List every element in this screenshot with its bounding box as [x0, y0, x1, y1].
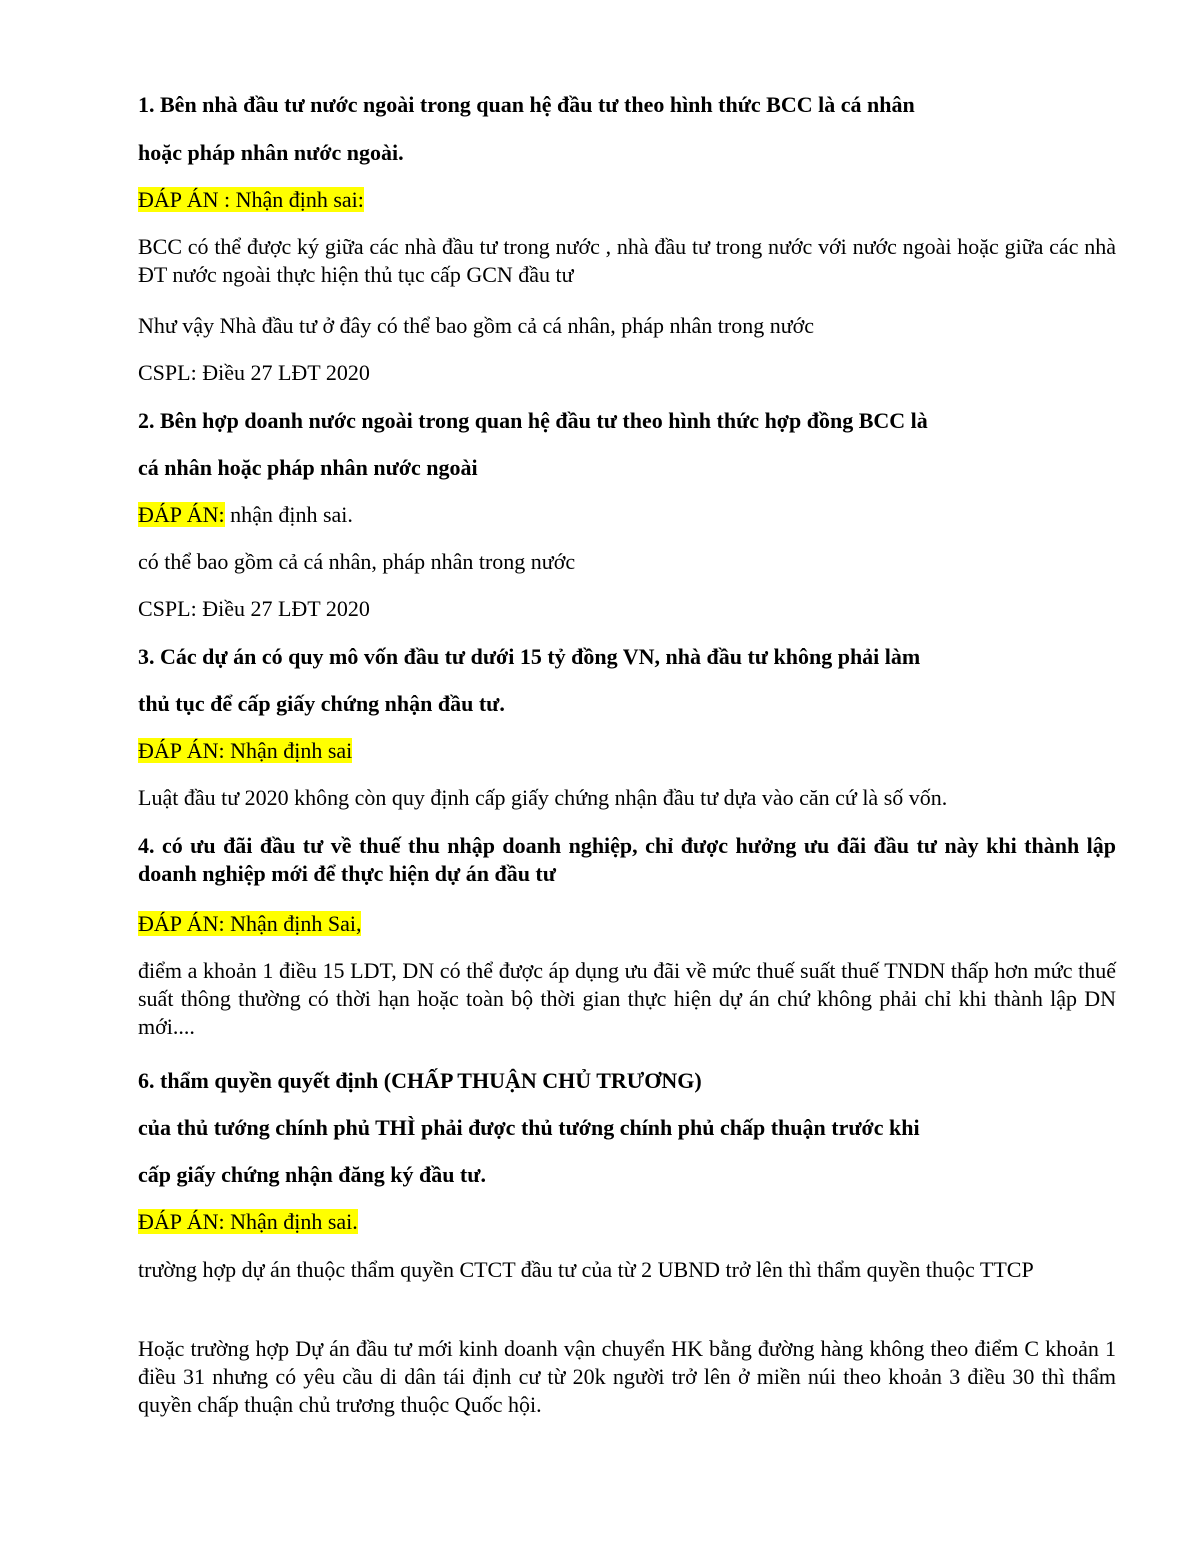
q1-explanation: BCC có thể được ký giữa các nhà đầu tư trong nước , nhà đầu tư trong nước với nước ngoài hoặc giữa các nhà ĐT nước ngoài thực hiện thủ tục cấp GCN đầu tư	[138, 234, 1116, 287]
q3-explanation: Luật đầu tư 2020 không còn quy định cấp giấy chứng nhận đầu tư dựa vào căn cứ là số vốn.	[138, 785, 948, 810]
q1-answer-highlight: ĐÁP ÁN : Nhận định sai:	[138, 187, 364, 212]
q3-answer	[138, 737, 352, 765]
q3-answer-highlight: ĐÁP ÁN: Nhận định sai	[138, 738, 353, 763]
q3-title-line2: thủ tục để cấp giấy chứng nhận đầu tư.	[138, 691, 505, 716]
q4-answer	[138, 910, 361, 938]
q1-legal-basis: CSPL: Điều 27 LĐT 2020	[138, 360, 370, 385]
q2-explanation: có thể bao gồm cả cá nhân, pháp nhân trong nước	[138, 549, 576, 574]
q6-title-line2: của thủ tướng chính phủ THÌ phải được thủ tướng chính phủ chấp thuận trước khi	[138, 1115, 920, 1140]
q4-title: 4. có ưu đãi đầu tư về thuế thu nhập doanh nghiệp, chỉ được hưởng ưu đãi đầu tư này khi thành lập doanh nghiệp mới để thực hiện dự án đầu tư	[138, 833, 1116, 886]
q4-answer-highlight: ĐÁP ÁN: Nhận định Sai,	[138, 911, 362, 936]
q2-title-line1: 2. Bên hợp doanh nước ngoài trong quan hệ đầu tư theo hình thức hợp đồng BCC là	[138, 408, 928, 433]
q6-explanation-2: Hoặc trường hợp Dự án đầu tư mới kinh doanh vận chuyển HK bằng đường hàng không theo điểm C khoản 1 điều 31 nhưng có yêu cầu di dân tái định cư từ 20k người trở lên ở miền núi theo khoản 3 điều 30 thì thẩm quyền chấp thuận chủ trương thuộc Quốc hội.	[138, 1336, 1116, 1417]
q1-title-line1: 1. Bên nhà đầu tư nước ngoài trong quan hệ đầu tư theo hình thức BCC là cá nhân	[138, 92, 915, 117]
q6-answer-highlight: ĐÁP ÁN: Nhận định sai.	[138, 1209, 358, 1234]
q3-title-line1: 3. Các dự án có quy mô vốn đầu tư dưới 15 tỷ đồng VN, nhà đầu tư không phải làm	[138, 644, 921, 669]
q2-answer	[138, 501, 353, 529]
q1-title-line2: hoặc pháp nhân nước ngoài.	[138, 140, 404, 165]
q1-answer	[138, 186, 364, 214]
q6-title-line3: cấp giấy chứng nhận đăng ký đầu tư.	[138, 1162, 486, 1187]
q4-explanation: điểm a khoản 1 điều 15 LDT, DN có thể được áp dụng ưu đãi về mức thuế suất thuế TNDN thấp hơn mức thuế suất thông thường có thời hạn hoặc toàn bộ thời gian thực hiện dự án chứ không phải chỉ khi thành lập DN mới....	[138, 958, 1116, 1039]
q6-title-line1: 6. thẩm quyền quyết định (CHẤP THUẬN CHỦ TRƯƠNG)	[138, 1068, 702, 1093]
q1-conclusion: Như vậy Nhà đầu tư ở đây có thể bao gồm cả cá nhân, pháp nhân trong nước	[138, 313, 815, 338]
q2-answer-highlight: ĐÁP ÁN:	[138, 502, 225, 527]
q2-title-line2: cá nhân hoặc pháp nhân nước ngoài	[138, 455, 478, 480]
q6-answer	[138, 1208, 358, 1236]
q2-answer-text: nhận định sai.	[224, 502, 353, 527]
q2-legal-basis: CSPL: Điều 27 LĐT 2020	[138, 596, 370, 621]
q6-explanation-1: trường hợp dự án thuộc thẩm quyền CTCT đầu tư của từ 2 UBND trở lên thì thẩm quyền thuộc TTCP	[138, 1257, 1034, 1282]
